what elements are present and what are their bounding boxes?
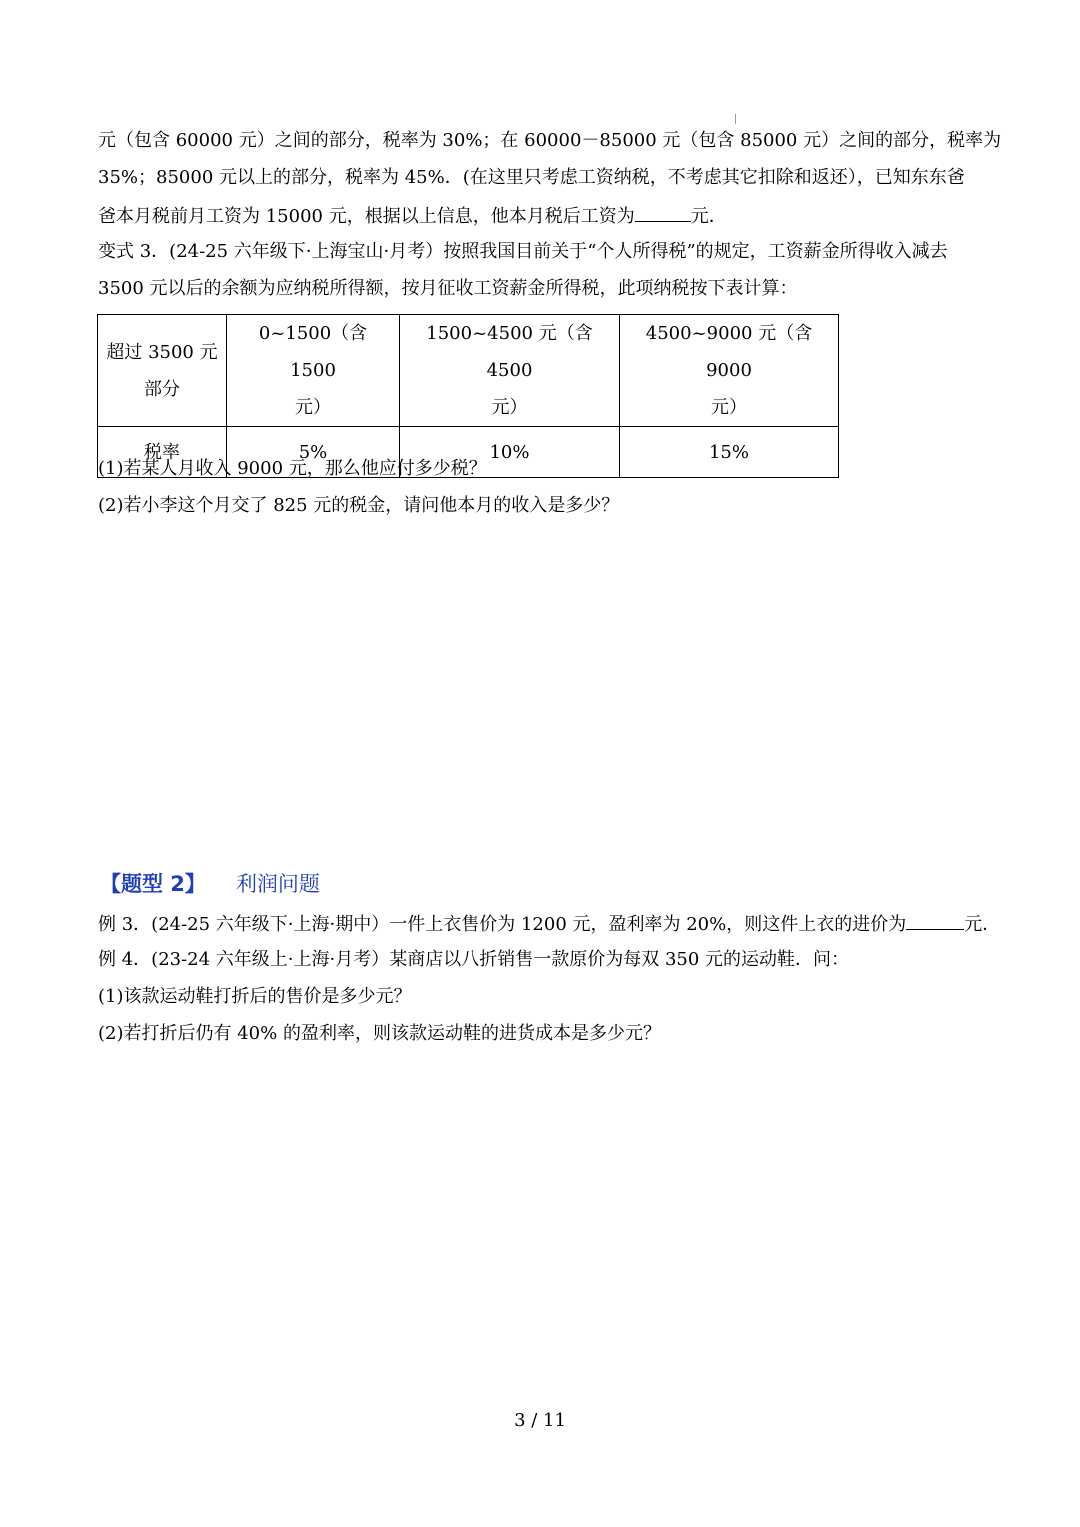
header-range-label: 1500~4500 元（含 4500 元） (426, 323, 593, 418)
example-3 (98, 911, 1000, 937)
variant-3-line-2: 3500 元以后的余额为应纳税所得额，按月征收工资薪金所得税，此项纳税按下表计算： (98, 278, 798, 299)
example-4-question-2: (2)若打折后仍有 40% 的盈利率，则该款运动鞋的进货成本是多少元？ (98, 1023, 661, 1044)
variant-3-line-1: 变式 3．(24-25 六年级下·上海宝山·月考）按照我国目前关于“个人所得税”的规定，工资薪金所得收入减去 (98, 241, 948, 262)
table-cell: 10% (400, 427, 620, 478)
example-3-end: 元． (964, 914, 1001, 935)
text-line-3 (98, 203, 727, 229)
tax-rate-table (97, 314, 839, 478)
table-row (98, 315, 839, 427)
table-header-cell (227, 315, 400, 427)
example-4-question-1: (1)该款运动鞋打折后的售价是多少元？ (98, 986, 412, 1007)
table-header-cell (400, 315, 620, 427)
header-range-label: 4500~9000 元（含 9000 元） (645, 323, 813, 418)
header-range-label: 0~1500（含 1500 元） (258, 323, 368, 418)
text-line-2: 35%；85000 元以上的部分，税率为 45%．(在这里只考虑工资纳税，不考虑其它扣除和返还），已知东东爸 (98, 167, 965, 188)
question-2: (2)若小李这个月交了 825 元的税金，请问他本月的收入是多少？ (98, 495, 620, 516)
table-cell: 15% (620, 427, 839, 478)
text-line-1: 元（包含 60000 元）之间的部分，税率为 30%；在 60000－85000 元（包含 85000 元）之间的部分，税率为 (98, 130, 1002, 151)
answer-blank (906, 911, 964, 930)
example-3-text: 例 3．(24-25 六年级下·上海·期中）一件上衣售价为 1200 元，盈利率为 20%，则这件上衣的进价为 (98, 914, 907, 935)
section-heading (100, 868, 320, 898)
table-cell: 税率 (98, 427, 227, 478)
text-line-3-before-blank: 爸本月税前月工资为 15000 元，根据以上信息，他本月税后工资为 (98, 206, 635, 227)
page-number: 3 / 11 (514, 1410, 566, 1431)
section-tag: 【题型 2】 (100, 872, 206, 896)
answer-blank (635, 203, 691, 222)
text-line-3-after-blank: 元． (690, 206, 727, 227)
header-range-label: 超过 3500 元 部分 (106, 341, 218, 400)
margin-mark (735, 114, 736, 124)
example-4: 例 4．(23-24 六年级上·上海·月考）某商店以八折销售一款原价为每双 350 元的运动鞋．问： (98, 949, 850, 970)
question-1: (1)若某人月收入 9000 元，那么他应付多少税？ (98, 458, 487, 479)
table-header-cell (620, 315, 839, 427)
section-title: 利润问题 (235, 872, 320, 896)
table-header-cell (98, 315, 227, 427)
table-cell: 5% (227, 427, 400, 478)
